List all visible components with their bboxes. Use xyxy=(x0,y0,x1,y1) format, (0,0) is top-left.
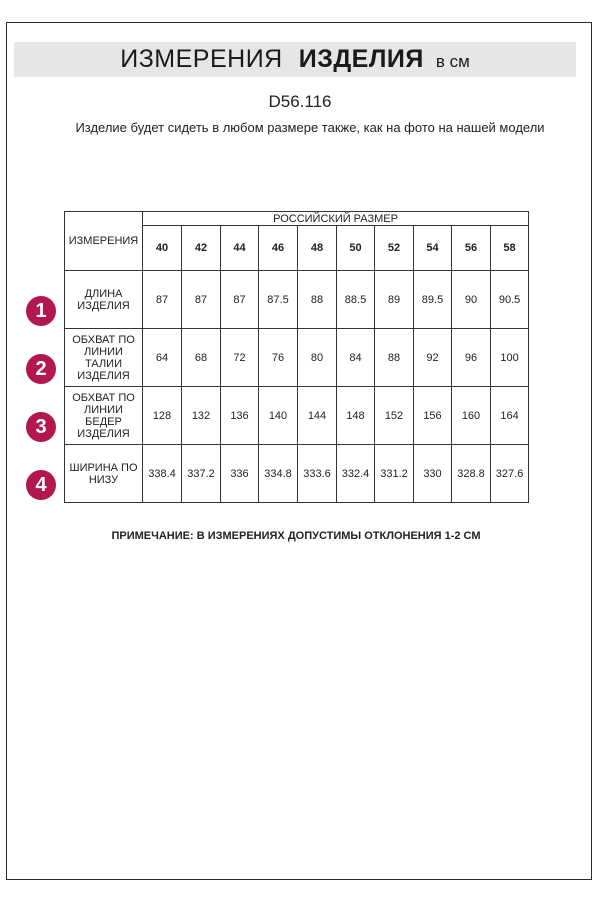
table-row xyxy=(65,329,529,387)
table-cell: 327.6 xyxy=(491,445,529,503)
table-cell: 334.8 xyxy=(259,445,298,503)
table-cell: 328.8 xyxy=(452,445,491,503)
table-cell: 89 xyxy=(375,271,414,329)
table-cell: 84 xyxy=(337,329,375,387)
table-cell: 87 xyxy=(221,271,259,329)
table-cell: 80 xyxy=(298,329,337,387)
table-cell: 76 xyxy=(259,329,298,387)
table-cell: 88 xyxy=(298,271,337,329)
table-row xyxy=(65,387,529,445)
table-cell: 87 xyxy=(182,271,221,329)
size-header: 40 xyxy=(143,226,182,271)
size-header: 56 xyxy=(452,226,491,271)
title-part-units: в см xyxy=(435,52,470,71)
size-header: 46 xyxy=(259,226,298,271)
row-label-waist: ОБХВАТ ПО ЛИНИИ ТАЛИИ ИЗДЕЛИЯ xyxy=(65,329,143,387)
tolerance-note: ПРИМЕЧАНИЕ: В ИЗМЕРЕНИЯХ ДОПУСТИМЫ ОТКЛОНЕНИЯ 1-2 СМ xyxy=(111,530,481,542)
table-cell: 90 xyxy=(452,271,491,329)
table-cell: 148 xyxy=(337,387,375,445)
row-number-badge-4: 4 xyxy=(26,470,56,500)
row-number-badge-1: 1 xyxy=(26,296,56,326)
size-group-header: РОССИЙСКИЙ РАЗМЕР xyxy=(143,212,529,226)
row-label-hips: ОБХВАТ ПО ЛИНИИ БЕДЕР ИЗДЕЛИЯ xyxy=(65,387,143,445)
table-cell: 128 xyxy=(143,387,182,445)
title-part-measurements: ИЗМЕРЕНИЯ xyxy=(120,45,283,73)
table-cell: 332.4 xyxy=(337,445,375,503)
title-bar xyxy=(14,42,576,77)
row-number-badge-3: 3 xyxy=(26,412,56,442)
table-cell: 87.5 xyxy=(259,271,298,329)
title-part-item: ИЗДЕЛИЯ xyxy=(298,45,424,73)
row-number-badge-2: 2 xyxy=(26,354,56,384)
table-cell: 144 xyxy=(298,387,337,445)
article-number: D56.116 xyxy=(268,92,332,111)
table-row xyxy=(65,445,529,503)
table-cell: 68 xyxy=(182,329,221,387)
table-cell: 87 xyxy=(143,271,182,329)
table-cell: 331.2 xyxy=(375,445,414,503)
table-cell: 92 xyxy=(414,329,452,387)
table-cell: 338.4 xyxy=(143,445,182,503)
size-header: 48 xyxy=(298,226,337,271)
table-cell: 100 xyxy=(491,329,529,387)
size-header: 50 xyxy=(337,226,375,271)
table-cell: 330 xyxy=(414,445,452,503)
size-header: 58 xyxy=(491,226,529,271)
table-cell: 88.5 xyxy=(337,271,375,329)
table-cell: 337.2 xyxy=(182,445,221,503)
table-cell: 333.6 xyxy=(298,445,337,503)
table-cell: 136 xyxy=(221,387,259,445)
size-header: 52 xyxy=(375,226,414,271)
table-cell: 72 xyxy=(221,329,259,387)
table-cell: 152 xyxy=(375,387,414,445)
table-cell: 164 xyxy=(491,387,529,445)
table-row xyxy=(65,271,529,329)
table-cell: 89.5 xyxy=(414,271,452,329)
table-cell: 90.5 xyxy=(491,271,529,329)
table-cell: 88 xyxy=(375,329,414,387)
table-cell: 96 xyxy=(452,329,491,387)
table-cell: 336 xyxy=(221,445,259,503)
table-cell: 64 xyxy=(143,329,182,387)
row-label-length: ДЛИНА ИЗДЕЛИЯ xyxy=(65,271,143,329)
table-cell: 132 xyxy=(182,387,221,445)
row-label-hem-width: ШИРИНА ПО НИЗУ xyxy=(65,445,143,503)
size-header: 44 xyxy=(221,226,259,271)
measurements-table xyxy=(64,211,529,503)
measurements-header: ИЗМЕРЕНИЯ xyxy=(65,212,143,271)
size-header: 54 xyxy=(414,226,452,271)
size-header: 42 xyxy=(182,226,221,271)
table-cell: 160 xyxy=(452,387,491,445)
table-cell: 156 xyxy=(414,387,452,445)
table-cell: 140 xyxy=(259,387,298,445)
fit-note: Изделие будет сидеть в любом размере также, как на фото на нашей модели xyxy=(75,120,545,135)
